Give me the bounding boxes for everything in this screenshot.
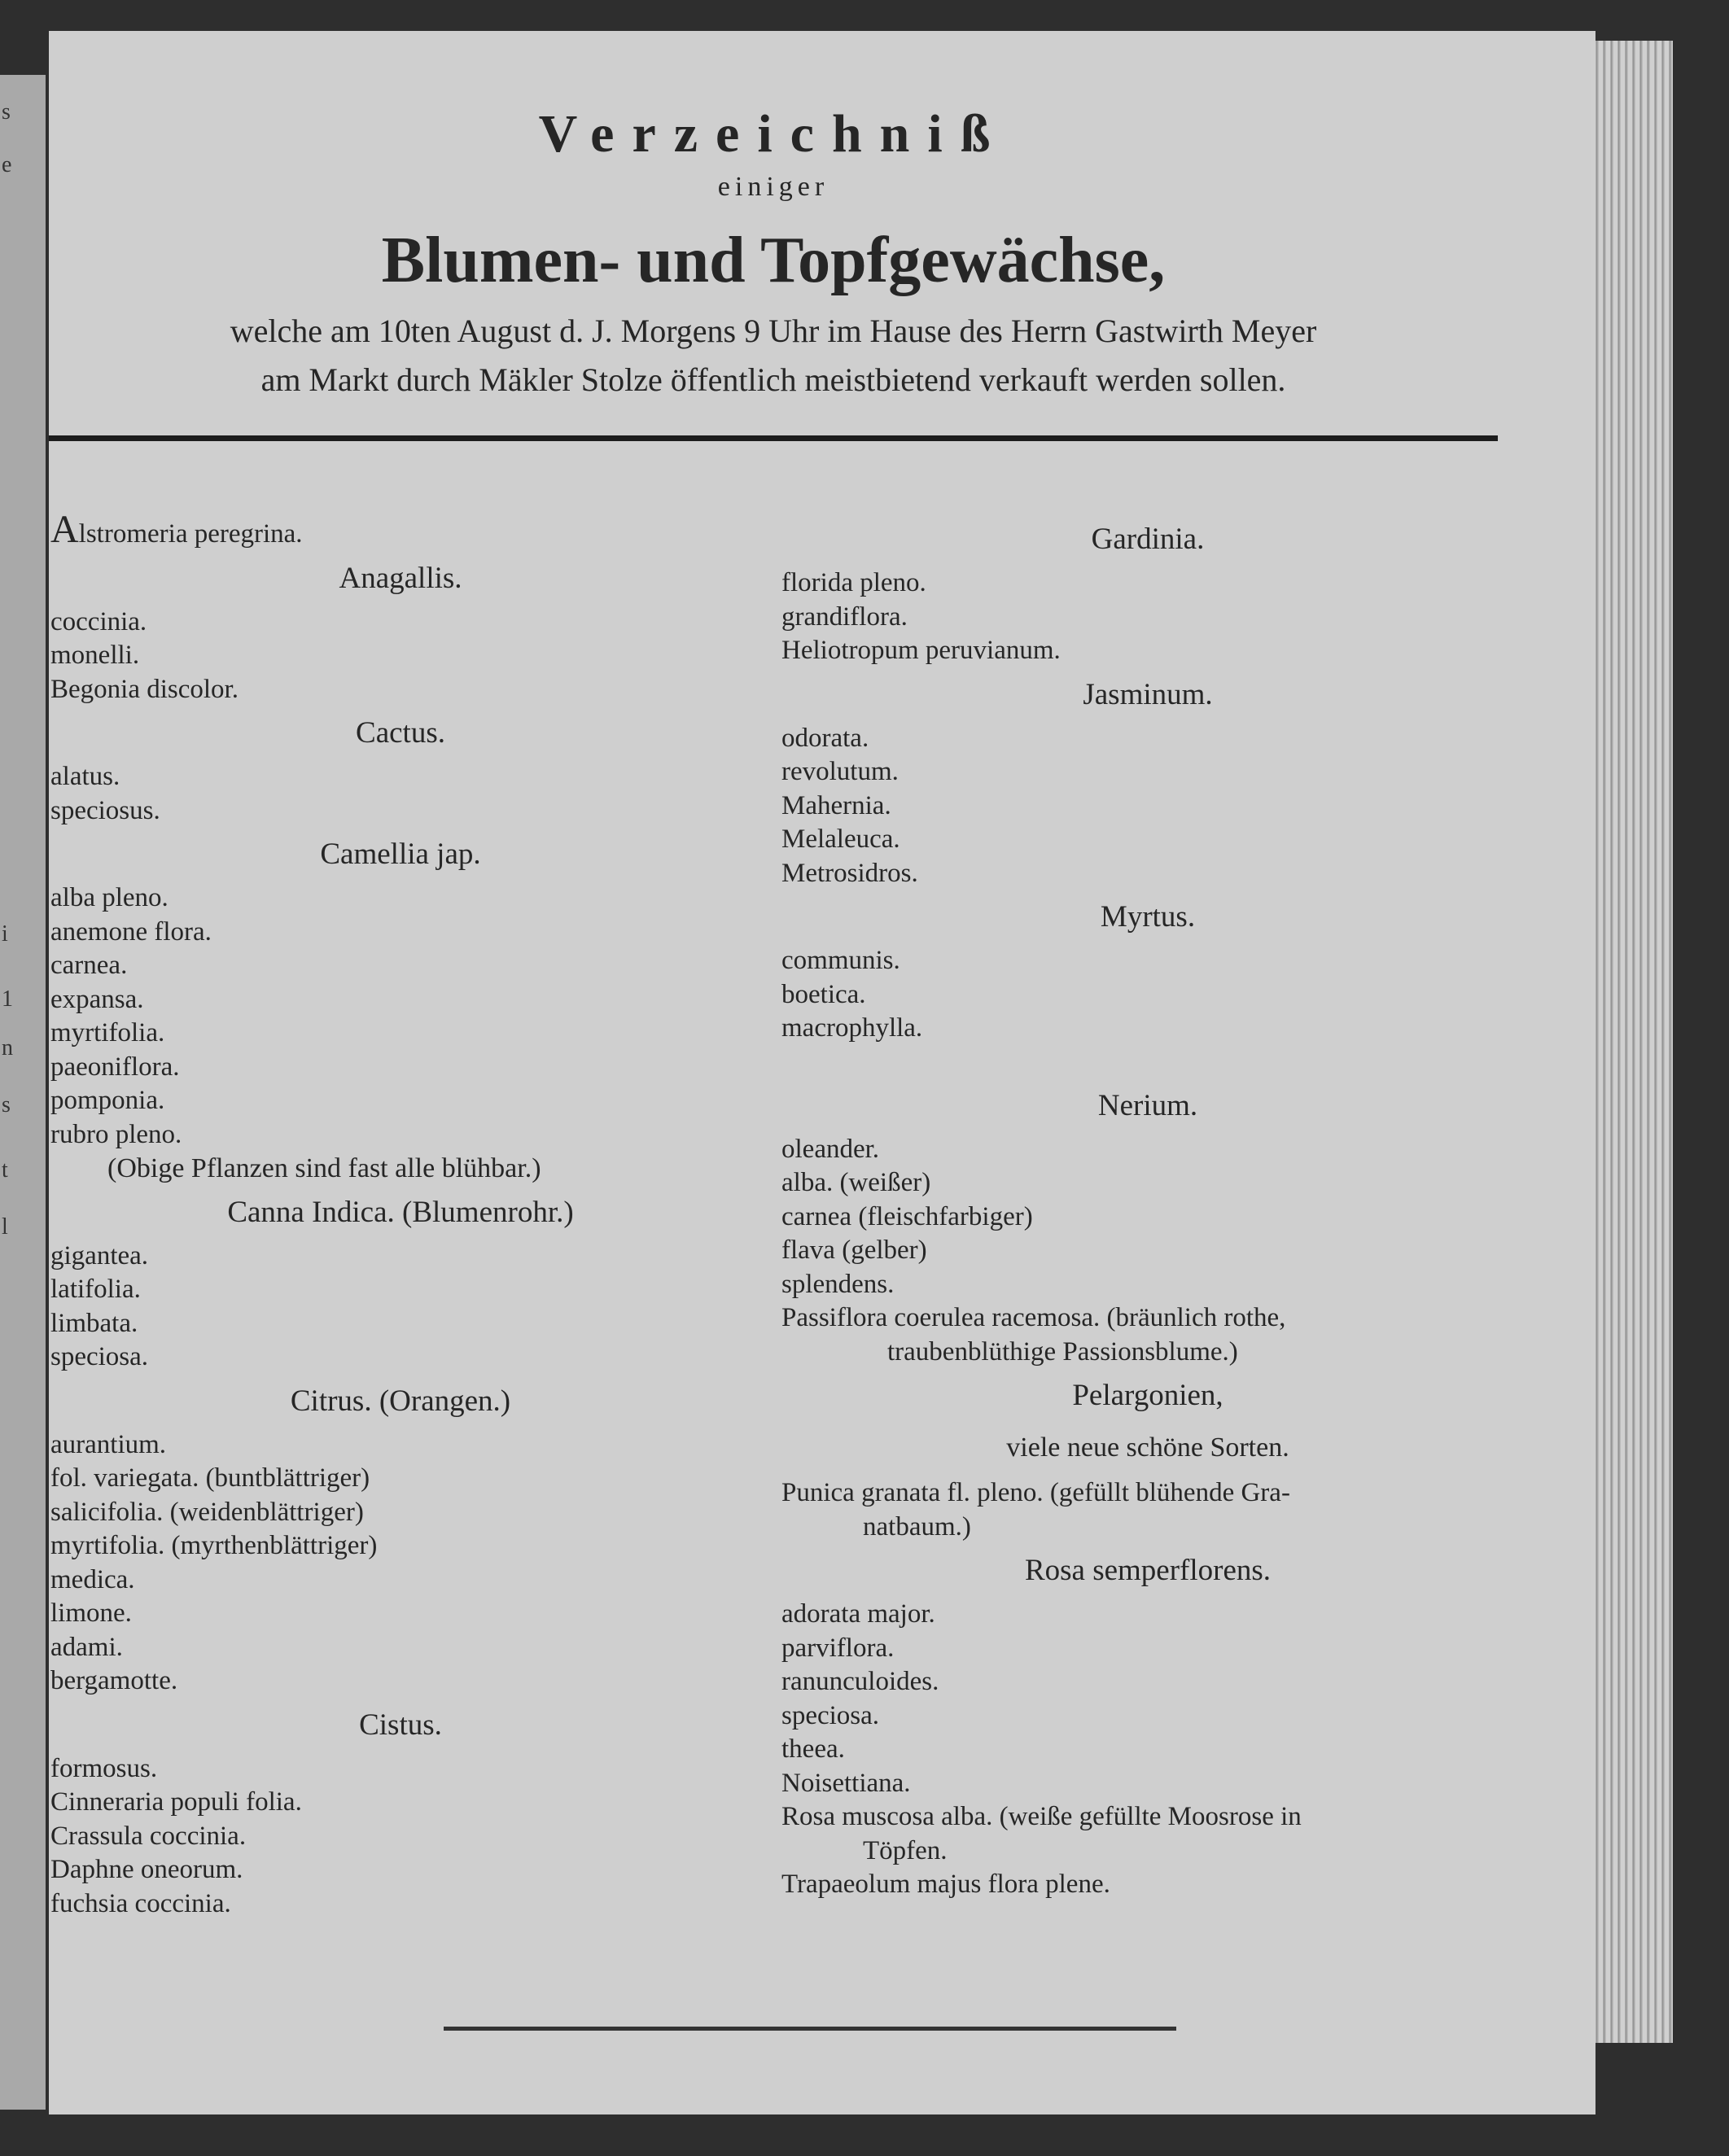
margin-letter: 1 xyxy=(2,986,13,1012)
list-item: monelli. xyxy=(50,641,140,670)
bottom-rule xyxy=(444,2027,1176,2031)
list-item: bergamotte. xyxy=(50,1666,178,1695)
list-item-continuation: traubenblüthige Passionsblume.) xyxy=(887,1336,1238,1367)
list-item: adorata major. xyxy=(781,1599,935,1629)
list-item: limbata. xyxy=(50,1308,138,1338)
header xyxy=(49,102,1498,403)
left-page-edge xyxy=(0,75,46,2110)
description-line-1: welche am 10ten August d. J. Morgens 9 Uhr im Hause des Herrn Gastwirth Meyer xyxy=(230,313,1317,349)
title-main: Blumen- und Topfgewächse, xyxy=(381,225,1166,296)
list-item: coccinia. xyxy=(50,606,147,636)
list-item: salicifolia. (weidenblättriger) xyxy=(50,1497,364,1527)
list-item-text: lstromeria peregrina. xyxy=(78,519,303,549)
note: viele neue schöne Sorten. xyxy=(1006,1432,1289,1463)
margin-letter: l xyxy=(2,1214,8,1240)
list-item: splendens. xyxy=(781,1269,895,1299)
section-heading: Cactus. xyxy=(356,716,445,750)
list-item: Metrosidros. xyxy=(781,858,918,888)
list-item: formosus. xyxy=(50,1753,158,1783)
spacer xyxy=(781,1046,1514,1079)
list-item: Daphne oneorum. xyxy=(50,1855,243,1884)
list-item: odorata. xyxy=(781,723,869,753)
list-item: fol. variegata. (buntblättriger) xyxy=(50,1463,370,1493)
list-item: parviflora. xyxy=(781,1633,895,1663)
list-item: Rosa muscosa alba. (weiße gefüllte Moosrose in xyxy=(781,1802,1302,1831)
initial-letter: A xyxy=(50,508,79,551)
list-item-continuation: natbaum.) xyxy=(863,1511,971,1542)
list-item: Trapaeolum majus flora plene. xyxy=(781,1870,1110,1899)
list-item: Punica granata fl. pleno. (gefüllt blühende Gra- xyxy=(781,1478,1290,1507)
list-item: latifolia. xyxy=(50,1275,141,1304)
list-item: alba pleno. xyxy=(50,883,169,912)
list-item: carnea. xyxy=(50,951,128,980)
list-item: gigantea. xyxy=(50,1240,149,1270)
section-heading: Gardinia. xyxy=(1091,523,1205,556)
section-heading: Anagallis. xyxy=(339,561,462,595)
list-item: Melaleuca. xyxy=(781,824,900,854)
list-item: anemone flora. xyxy=(50,916,212,947)
list-item: aurantium. xyxy=(50,1429,167,1459)
list-item: myrtifolia. xyxy=(50,1018,165,1047)
list-item: flava (gelber) xyxy=(781,1235,927,1265)
list-item: Begonia discolor. xyxy=(50,674,239,704)
list-item: pomponia. xyxy=(50,1086,165,1115)
list-item-continuation: Töpfen. xyxy=(863,1835,948,1865)
title: Verzeichniß xyxy=(538,104,1009,164)
list-item: adami. xyxy=(50,1632,123,1662)
list-item: Cinneraria populi folia. xyxy=(50,1787,302,1817)
list-item: Noisettiana. xyxy=(781,1768,911,1798)
section-heading: Cistus. xyxy=(359,1708,442,1742)
list-item: Passiflora coerulea racemosa. (bräunlich rothe, xyxy=(781,1303,1286,1332)
section-heading: Canna Indica. (Blumenrohr.) xyxy=(227,1195,574,1229)
list-item: alba. (weißer) xyxy=(781,1168,931,1197)
list-item: myrtifolia. (myrthenblättriger) xyxy=(50,1531,378,1560)
list-item: oleander. xyxy=(781,1134,880,1164)
margin-letter: e xyxy=(2,152,12,177)
margin-letter: t xyxy=(2,1157,8,1183)
note: (Obige Pflanzen sind fast alle blühbar.) xyxy=(107,1153,541,1183)
list-item: Crassula coccinia. xyxy=(50,1821,247,1851)
section-heading: Citrus. (Orangen.) xyxy=(290,1384,511,1418)
list-item: Mahernia. xyxy=(781,790,891,820)
section-heading: Rosa semperflorens. xyxy=(1024,1554,1272,1587)
margin-letter: i xyxy=(2,921,8,947)
list-item: speciosa. xyxy=(781,1700,880,1730)
top-rule xyxy=(49,435,1498,441)
right-column xyxy=(781,513,1514,1902)
list-item: speciosa. xyxy=(50,1342,149,1371)
title-small: einiger xyxy=(717,172,829,202)
section-heading: Nerium. xyxy=(1097,1088,1198,1122)
list-item: ranunculoides. xyxy=(781,1667,939,1696)
section-heading: Camellia jap. xyxy=(320,837,481,871)
list-item: Heliotropum peruvianum. xyxy=(781,636,1061,665)
list-item: alatus. xyxy=(50,762,120,791)
list-item: theea. xyxy=(781,1734,845,1764)
list-item: communis. xyxy=(781,946,900,975)
section-heading: Pelargonien, xyxy=(1072,1379,1223,1412)
list-item: speciosus. xyxy=(50,795,160,825)
description-line-2: am Markt durch Mäkler Stolze öffentlich meistbietend verkauft werden sollen. xyxy=(260,361,1286,398)
left-column xyxy=(50,508,751,1921)
list-item: boetica. xyxy=(781,979,866,1009)
list-item: revolutum. xyxy=(781,757,899,786)
margin-letter: s xyxy=(2,1092,11,1117)
list-item: carnea (fleischfarbiger) xyxy=(781,1201,1033,1231)
section-heading: Jasminum. xyxy=(1083,677,1213,711)
margin-letter: s xyxy=(2,99,11,125)
list-item xyxy=(50,508,751,552)
list-item: grandiflora. xyxy=(781,601,908,632)
list-item: macrophylla. xyxy=(781,1013,923,1043)
list-item: expansa. xyxy=(50,984,144,1014)
list-item: florida pleno. xyxy=(781,568,926,597)
list-item: limone. xyxy=(50,1598,132,1628)
margin-letter: n xyxy=(2,1035,13,1061)
list-item: paeoniflora. xyxy=(50,1052,180,1082)
list-item: fuchsia coccinia. xyxy=(50,1888,231,1918)
list-item: medica. xyxy=(50,1564,135,1594)
section-heading: Myrtus. xyxy=(1100,900,1196,934)
list-item: rubro pleno. xyxy=(50,1119,182,1149)
page-stack-edge xyxy=(1591,41,1673,2043)
